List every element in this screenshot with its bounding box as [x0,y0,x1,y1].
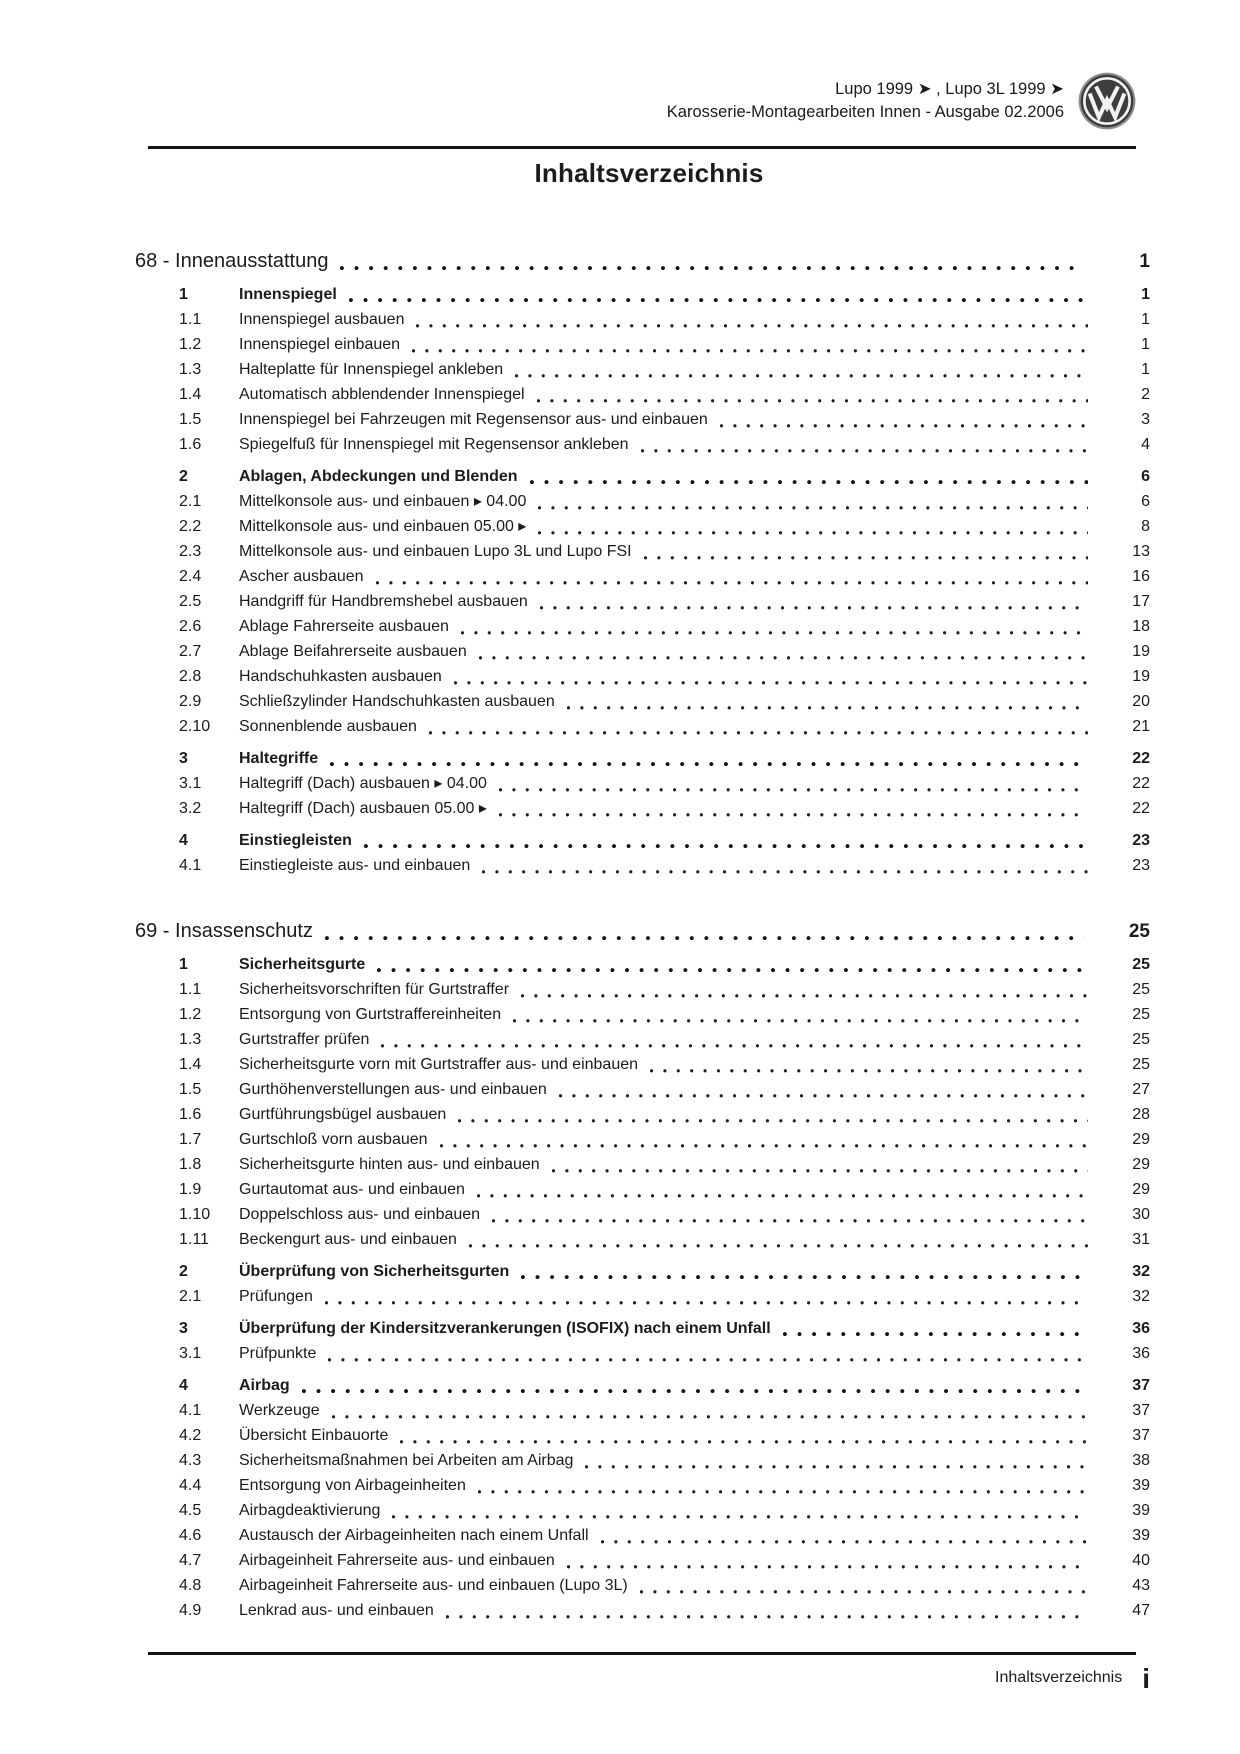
entry-page-number: 39 [1132,1477,1150,1494]
toc-entry [179,1573,1150,1598]
entry-page-number: 25 [1132,956,1150,973]
entry-label: Ablagen, Abdeckungen und Blenden [239,468,518,485]
dot-leader [641,449,1088,453]
toc-entry [179,1202,1150,1227]
dot-leader [538,531,1088,535]
dot-leader [340,266,1084,271]
chapter-title: 69 - Insassenschutz [135,920,313,942]
entry-label: Airbagdeaktivierung [239,1502,381,1519]
chapter-page-number: 1 [1139,251,1150,272]
entry-number: 4.3 [179,1452,202,1469]
entry-page-number: 43 [1132,1577,1150,1594]
entry-label: Entsorgung von Airbageinheiten [239,1477,466,1494]
entry-page-number: 36 [1132,1320,1150,1337]
toc-entry [179,1316,1150,1341]
toc-entry [179,514,1150,539]
toc-entry [179,1523,1150,1548]
toc-entry [179,614,1150,639]
entry-label: Ablage Fahrerseite ausbauen [239,618,449,635]
entry-page-number: 4 [1141,436,1150,453]
dot-leader [364,844,1088,849]
toc-entry [179,952,1150,977]
dot-leader [479,656,1088,660]
entry-label: Mittelkonsole aus- und einbauen 05.00 ▸ [239,518,527,535]
entry-number: 1.7 [179,1131,202,1148]
entry-number: 4.7 [179,1552,202,1569]
entry-page-number: 29 [1132,1131,1150,1148]
entry-page-number: 2 [1141,386,1150,403]
entry-label: Automatisch abblendender Innenspiegel [239,386,525,403]
entry-label: Gurtautomat aus- und einbauen [239,1181,465,1198]
entry-label: Innenspiegel [239,286,337,303]
toc-entry [179,1423,1150,1448]
entry-number: 3.1 [179,1345,202,1362]
entry-label: Haltegriff (Dach) ausbauen ▸ 04.00 [239,775,487,792]
toc-chapter [135,248,1150,275]
entry-number: 2 [179,468,188,485]
dot-leader [349,298,1088,303]
entry-page-number: 1 [1141,311,1150,328]
dot-leader [325,1301,1088,1305]
header-model-line: Lupo 1999 ➤ , Lupo 3L 1999 ➤ [835,80,1064,98]
entry-number: 1.5 [179,411,202,428]
toc-entry [179,746,1150,771]
entry-number: 2.7 [179,643,202,660]
toc-entry [179,1002,1150,1027]
entry-number: 2.4 [179,568,202,585]
dot-leader [644,556,1088,560]
entry-number: 2 [179,1263,188,1280]
chapter-title: 68 - Innenausstattung [135,250,329,272]
entry-label: Ascher ausbauen [239,568,364,585]
dot-leader [302,1389,1088,1394]
dot-leader [499,788,1088,792]
toc-entry [179,489,1150,514]
entry-label: Prüfungen [239,1288,313,1305]
toc-entry [179,1473,1150,1498]
dot-leader [530,480,1088,485]
dot-leader [458,1119,1088,1123]
dot-leader [325,936,1084,941]
toc-entry [179,1448,1150,1473]
entry-page-number: 25 [1132,981,1150,998]
entry-number: 4.4 [179,1477,202,1494]
entry-page-number: 32 [1132,1263,1150,1280]
entry-label: Überprüfung von Sicherheitsgurten [239,1263,510,1280]
toc-entry [179,1498,1150,1523]
toc-entry [179,432,1150,457]
entry-page-number: 27 [1132,1081,1150,1098]
dot-leader [521,1275,1088,1280]
dot-leader [412,349,1088,353]
entry-page-number: 30 [1132,1206,1150,1223]
toc-entry [179,589,1150,614]
entry-label: Airbag [239,1377,290,1394]
entry-label: Werkzeuge [239,1402,320,1419]
dot-leader [454,681,1088,685]
toc [135,248,1150,1623]
dot-leader [567,706,1088,710]
entry-number: 4.2 [179,1427,202,1444]
entry-label: Sicherheitsgurte [239,956,366,973]
toc-entry [179,1548,1150,1573]
entry-label: Gurthöhenverstellungen aus- und einbauen [239,1081,547,1098]
entry-number: 1 [179,956,188,973]
entry-label: Haltegriff (Dach) ausbauen 05.00 ▸ [239,800,487,817]
toc-entry [179,828,1150,853]
entry-number: 3.2 [179,800,202,817]
page-title: Inhaltsverzeichnis [534,158,764,188]
entry-page-number: 23 [1132,832,1150,849]
page-footer [995,1663,1150,1694]
entry-number: 2.8 [179,668,202,685]
toc-entry [179,1398,1150,1423]
entry-label: Sicherheitsvorschriften für Gurtstraffer [239,981,510,998]
dot-leader [429,731,1088,735]
entry-number: 4.5 [179,1502,202,1519]
entry-label: Handschuhkasten ausbauen [239,668,442,685]
entry-page-number: 25 [1132,1031,1150,1048]
entry-page-number: 19 [1132,643,1150,660]
entry-number: 1.6 [179,1106,202,1123]
toc-entry [179,1284,1150,1309]
entry-label: Sicherheitsmaßnahmen bei Arbeiten am Airbag [239,1452,574,1469]
entry-page-number: 16 [1132,568,1150,585]
entry-number: 3 [179,1320,188,1337]
entry-page-number: 1 [1141,336,1150,353]
entry-label: Gurtstraffer prüfen [239,1031,370,1048]
toc-entry [179,282,1150,307]
dot-leader [720,424,1088,428]
toc-entry [179,1259,1150,1284]
header-rule [148,146,1136,149]
toc-entry [179,464,1150,489]
entry-number: 4.1 [179,857,202,874]
entry-page-number: 19 [1132,668,1150,685]
dot-leader [332,1415,1088,1419]
entry-page-number: 22 [1132,750,1150,767]
vw-logo-icon [1078,72,1136,130]
entry-page-number: 17 [1132,593,1150,610]
entry-number: 1.2 [179,336,202,353]
entry-page-number: 8 [1141,518,1150,535]
entry-page-number: 38 [1132,1452,1150,1469]
toc-entry [179,1373,1150,1398]
dot-leader [440,1144,1088,1148]
entry-number: 2.9 [179,693,202,710]
entry-number: 1.9 [179,1181,202,1198]
entry-page-number: 20 [1132,693,1150,710]
footer-page-number: i [1142,1663,1150,1694]
toc-entry [179,639,1150,664]
toc-entry [179,332,1150,357]
entry-number: 1.1 [179,311,202,328]
entry-label: Beckengurt aus- und einbauen [239,1231,457,1248]
entry-number: 1.4 [179,386,202,403]
entry-label: Airbageinheit Fahrerseite aus- und einbauen [239,1552,555,1569]
entry-number: 2.2 [179,518,202,535]
entry-label: Doppelschloss aus- und einbauen [239,1206,481,1223]
entry-label: Sicherheitsgurte vorn mit Gurtstraffer aus- und einbauen [239,1056,639,1073]
header-edition-line: Karosserie-Montagearbeiten Innen - Ausgabe 02.2006 [666,103,1064,121]
dot-leader [478,1490,1088,1494]
entry-page-number: 25 [1132,1056,1150,1073]
toc-entry [179,977,1150,1002]
entry-number: 3 [179,750,188,767]
toc-entry [179,664,1150,689]
toc-entry [179,382,1150,407]
entry-number: 1.3 [179,1031,202,1048]
chapter-page-number: 25 [1128,921,1150,942]
entry-label: Entsorgung von Gurtstraffereinheiten [239,1006,502,1023]
toc-entry [179,771,1150,796]
entry-number: 1.10 [179,1206,211,1223]
entry-number: 1.6 [179,436,202,453]
toc-entry [179,1102,1150,1127]
toc-chapter [135,918,1150,945]
entry-label: Halteplatte für Innenspiegel ankleben [239,361,504,378]
dot-leader [492,1219,1088,1223]
entry-label: Mittelkonsole aus- und einbauen ▸ 04.00 [239,493,527,510]
dot-leader [521,994,1088,998]
entry-number: 4.8 [179,1577,202,1594]
dot-leader [499,813,1088,817]
entry-page-number: 37 [1132,1377,1150,1394]
entry-page-number: 29 [1132,1181,1150,1198]
entry-number: 1.5 [179,1081,202,1098]
entry-page-number: 39 [1132,1502,1150,1519]
toc-entry [179,1227,1150,1252]
dot-leader [559,1094,1088,1098]
entry-label: Innenspiegel ausbauen [239,311,405,328]
entry-number: 2.6 [179,618,202,635]
entry-page-number: 37 [1132,1427,1150,1444]
entry-page-number: 6 [1141,468,1150,485]
dot-leader [376,581,1088,585]
dot-leader [585,1465,1088,1469]
toc-entry [179,564,1150,589]
entry-label: Handgriff für Handbremshebel ausbauen [239,593,528,610]
entry-number: 1.2 [179,1006,202,1023]
entry-label: Innenspiegel bei Fahrzeugen mit Regensensor aus- und einbauen [239,411,708,428]
dot-leader [640,1590,1088,1594]
entry-number: 2.1 [179,493,202,510]
toc-entry [179,1127,1150,1152]
entry-number: 2.3 [179,543,202,560]
entry-number: 2.10 [179,718,211,735]
dot-leader [469,1244,1088,1248]
dot-leader [513,1019,1088,1023]
dot-leader [538,506,1088,510]
entry-page-number: 23 [1132,857,1150,874]
entry-label: Austausch der Airbageinheiten nach einem Unfall [239,1527,589,1544]
dot-leader [381,1044,1088,1048]
entry-number: 3.1 [179,775,202,792]
entry-page-number: 21 [1132,718,1150,735]
entry-label: Sonnenblende ausbauen [239,718,417,735]
entry-number: 1.4 [179,1056,202,1073]
entry-number: 1.11 [179,1231,209,1248]
dot-leader [392,1515,1088,1519]
entry-page-number: 22 [1132,775,1150,792]
toc-entry [179,539,1150,564]
entry-label: Prüfpunkte [239,1345,317,1362]
toc-entry [179,407,1150,432]
dot-leader [446,1615,1088,1619]
dot-leader [567,1565,1088,1569]
dot-leader [540,606,1088,610]
dot-leader [482,870,1088,874]
entry-page-number: 47 [1132,1602,1150,1619]
entry-number: 4.9 [179,1602,202,1619]
entry-page-number: 29 [1132,1156,1150,1173]
toc-entry [179,796,1150,821]
dot-leader [330,762,1088,767]
dot-leader [400,1440,1088,1444]
toc-entry [179,1598,1150,1623]
entry-page-number: 18 [1132,618,1150,635]
entry-page-number: 36 [1132,1345,1150,1362]
entry-number: 1.8 [179,1156,202,1173]
entry-number: 2.5 [179,593,202,610]
header-text [667,78,1064,124]
entry-label: Sicherheitsgurte hinten aus- und einbauen [239,1156,540,1173]
dot-leader [783,1332,1088,1337]
entry-number: 1.3 [179,361,202,378]
entry-label: Ablage Beifahrerseite ausbauen [239,643,467,660]
toc-entry [179,1152,1150,1177]
footer-label: Inhaltsverzeichnis [995,1669,1123,1686]
toc-entry [179,1077,1150,1102]
entry-page-number: 13 [1132,543,1150,560]
entry-page-number: 32 [1132,1288,1150,1305]
dot-leader [377,968,1088,973]
toc-entry [179,1341,1150,1366]
entry-page-number: 31 [1132,1231,1150,1248]
dot-leader [552,1169,1088,1173]
entry-label: Haltegriffe [239,750,319,767]
entry-label: Innenspiegel einbauen [239,336,401,353]
toc-entry [179,853,1150,878]
entry-label: Übersicht Einbauorte [239,1427,389,1444]
entry-number: 1 [179,286,188,303]
toc-entry [179,689,1150,714]
entry-number: 4.6 [179,1527,202,1544]
entry-page-number: 25 [1132,1006,1150,1023]
dot-leader [515,374,1088,378]
entry-number: 1.1 [179,981,202,998]
entry-label: Einstiegleisten [239,832,352,849]
toc-entry [179,307,1150,332]
entry-label: Überprüfung der Kindersitzverankerungen (ISOFIX) nach einem Unfall [239,1320,771,1337]
entry-label: Spiegelfuß für Innenspiegel mit Regensensor ankleben [239,436,629,453]
entry-page-number: 3 [1141,411,1150,428]
entry-number: 2.1 [179,1288,202,1305]
dot-leader [537,399,1088,403]
entry-number: 4 [179,1377,188,1394]
dot-leader [461,631,1088,635]
dot-leader [477,1194,1088,1198]
entry-label: Lenkrad aus- und einbauen [239,1602,434,1619]
entry-label: Einstiegleiste aus- und einbauen [239,857,471,874]
entry-number: 4.1 [179,1402,202,1419]
entry-page-number: 22 [1132,800,1150,817]
entry-label: Schließzylinder Handschuhkasten ausbauen [239,693,555,710]
entry-page-number: 37 [1132,1402,1150,1419]
entry-label: Gurtschloß vorn ausbauen [239,1131,428,1148]
toc-entry [179,1027,1150,1052]
entry-page-number: 1 [1141,361,1150,378]
entry-page-number: 28 [1132,1106,1150,1123]
dot-leader [416,324,1088,328]
entry-page-number: 6 [1141,493,1150,510]
entry-page-number: 39 [1132,1527,1150,1544]
entry-label: Gurtführungsbügel ausbauen [239,1106,447,1123]
footer-rule [148,1652,1136,1655]
toc-entry [179,357,1150,382]
entry-page-number: 40 [1132,1552,1150,1569]
dot-leader [601,1540,1088,1544]
dot-leader [328,1358,1088,1362]
toc-entry [179,714,1150,739]
entry-label: Mittelkonsole aus- und einbauen Lupo 3L und Lupo FSI [239,543,632,560]
entry-label: Airbageinheit Fahrerseite aus- und einbauen (Lupo 3L) [239,1577,628,1594]
entry-number: 4 [179,832,188,849]
toc-entry [179,1177,1150,1202]
entry-page-number: 1 [1141,286,1150,303]
dot-leader [650,1069,1088,1073]
page-header [148,72,1136,130]
toc-entry [179,1052,1150,1077]
